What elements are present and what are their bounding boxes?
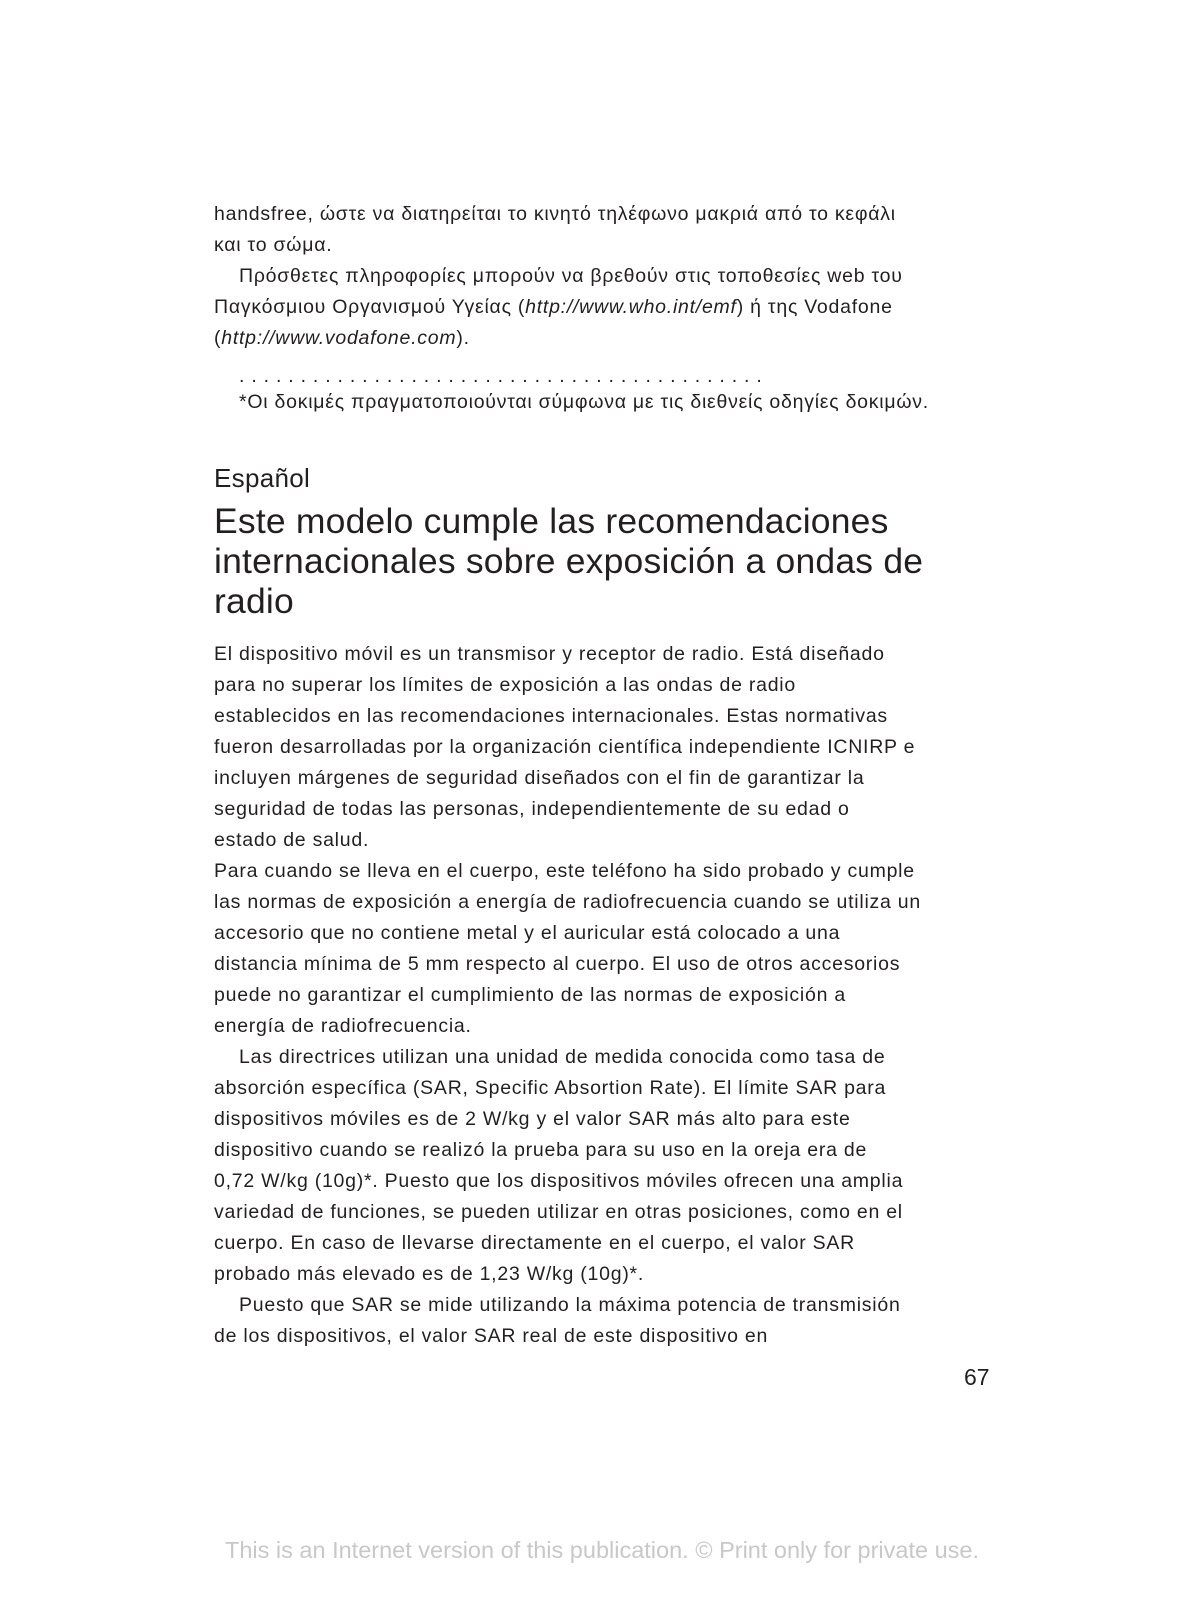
heading-line: Este modelo cumple las recomendaciones (214, 501, 889, 541)
text-line: las normas de exposición a energía de radiofrecuencia cuando se utiliza un (214, 891, 921, 913)
text-line: cuerpo. En caso de llevarse directamente en el cuerpo, el valor SAR (214, 1232, 855, 1254)
text-line: Puesto que SAR se mide utilizando la máxima potencia de transmisión (239, 1294, 901, 1316)
language-label: Español (214, 463, 311, 493)
text-line (214, 292, 903, 323)
text-line: distancia mínima de 5 mm respecto al cuerpo. El uso de otros accesorios (214, 953, 901, 975)
text-line: establecidos en las recomendaciones internacionales. Estas normativas (214, 705, 888, 727)
heading-line: radio (214, 581, 294, 621)
text-line: energía de radiofrecuencia. (214, 1015, 472, 1037)
text-line: estado de salud. (214, 829, 370, 851)
text-line: accesorio que no contiene metal y el auricular está colocado a una (214, 922, 841, 944)
text-line: handsfree, ώστε να διατηρείται το κινητό τηλέφωνο μακριά από το κεφάλι (214, 203, 896, 225)
text-fragment: ). (456, 327, 470, 349)
who-link[interactable]: http://www.who.int/emf (525, 296, 737, 318)
text-fragment: ) ή της Vodafone (736, 296, 893, 318)
greek-section (214, 199, 903, 354)
dotted-separator: ........................................... (239, 365, 769, 387)
text-line: puede no garantizar el cumplimiento de las normas de exposición a (214, 984, 846, 1006)
text-line: dispositivos móviles es de 2 W/kg y el valor SAR más alto para este (214, 1108, 851, 1130)
text-line: variedad de funciones, se pueden utilizar en otras posiciones, como en el (214, 1201, 903, 1223)
greek-footnote: *Οι δοκιμές πραγματοποιούνται σύμφωνα με τις διεθνείς οδηγίες δοκιμών. (239, 391, 929, 413)
heading-line: internacionales sobre exposición a ondas de (214, 541, 924, 581)
vodafone-link[interactable]: http://www.vodafone.com (221, 327, 457, 349)
page-number: 67 (964, 1364, 990, 1390)
text-line: seguridad de todas las personas, independientemente de su edad o (214, 798, 850, 820)
text-line: fueron desarrolladas por la organización científica independiente ICNIRP e (214, 736, 916, 758)
text-line: Para cuando se lleva en el cuerpo, este teléfono ha sido probado y cumple (214, 860, 915, 882)
text-line: El dispositivo móvil es un transmisor y receptor de radio. Está diseñado (214, 643, 885, 665)
text-fragment: Παγκόσμιου Οργανισμού Υγείας ( (214, 296, 526, 318)
text-line: Las directrices utilizan una unidad de medida conocida como tasa de (239, 1046, 886, 1068)
text-line (214, 323, 903, 354)
text-line: dispositivo cuando se realizó la prueba para su uso en la oreja era de (214, 1139, 868, 1161)
text-line: Πρόσθετες πληροφορίες μπορούν να βρεθούν στις τοποθεσίες web του (239, 265, 903, 287)
section-heading (214, 501, 984, 621)
text-line: incluyen márgenes de seguridad diseñados con el fin de garantizar la (214, 767, 865, 789)
text-line: και το σώμα. (214, 234, 333, 256)
text-line: para no superar los límites de exposición a las ondas de radio (214, 674, 796, 696)
text-line: de los dispositivos, el valor SAR real de este dispositivo en (214, 1325, 769, 1347)
spanish-body (214, 639, 921, 1352)
text-line: absorción específica (SAR, Specific Absortion Rate). El límite SAR para (214, 1077, 887, 1099)
text-line: 0,72 W/kg (10g)*. Puesto que los dispositivos móviles ofrecen una amplia (214, 1170, 904, 1192)
copyright-watermark: This is an Internet version of this publication. © Print only for private use. (224, 1537, 979, 1563)
text-line: probado más elevado es de 1,23 W/kg (10g)*. (214, 1263, 645, 1285)
text-fragment: ( (214, 327, 222, 349)
